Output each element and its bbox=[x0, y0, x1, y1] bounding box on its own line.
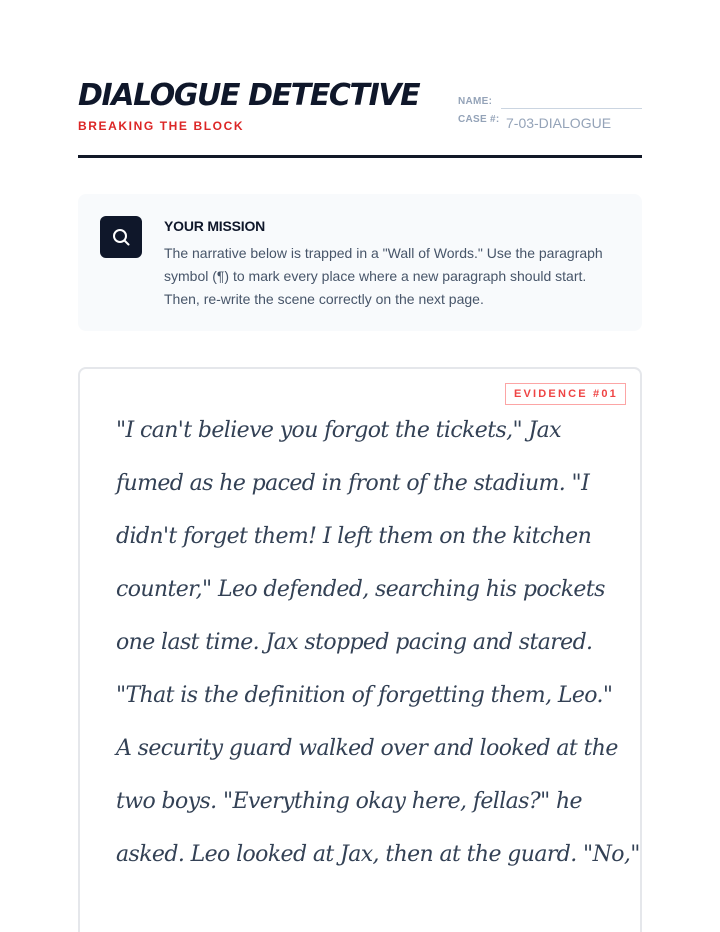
evidence-panel bbox=[78, 367, 642, 932]
worksheet-header bbox=[78, 78, 642, 158]
page-title: DIALOGUE DETECTIVE bbox=[78, 78, 420, 113]
story-line: counter," Leo defended, searching his pockets bbox=[116, 577, 605, 602]
page-subtitle: BREAKING THE BLOCK bbox=[78, 119, 245, 133]
story-line: asked. Leo looked at Jax, then at the guard. "No," bbox=[116, 842, 640, 867]
name-label: NAME: bbox=[458, 96, 493, 107]
evidence-badge: EVIDENCE #01 bbox=[505, 383, 626, 405]
mission-text: The narrative below is trapped in a "Wall of Words." Use the paragraph symbol (¶) to mark every place where a new paragraph should start. Then, re-write the scene correctly on the next page. bbox=[164, 245, 603, 307]
story-line: "I can't believe you forgot the tickets," Jax bbox=[116, 418, 561, 443]
story-line: A security guard walked over and looked at the bbox=[116, 736, 618, 761]
search-icon bbox=[100, 216, 142, 258]
story-line: didn't forget them! I left them on the kitchen bbox=[116, 524, 592, 549]
story-line: one last time. Jax stopped pacing and stared. bbox=[116, 630, 593, 655]
case-label: CASE #: bbox=[458, 114, 500, 125]
story-line: two boys. "Everything okay here, fellas?" he bbox=[116, 789, 582, 814]
story-text bbox=[116, 404, 640, 881]
name-field[interactable] bbox=[501, 108, 642, 109]
mission-title: YOUR MISSION bbox=[164, 218, 266, 234]
story-line: "That is the definition of forgetting them, Leo." bbox=[116, 683, 613, 708]
case-value: 7-03-DIALOGUE bbox=[506, 115, 612, 131]
mission-card bbox=[78, 194, 642, 331]
story-line: fumed as he paced in front of the stadium. "I bbox=[116, 471, 590, 496]
